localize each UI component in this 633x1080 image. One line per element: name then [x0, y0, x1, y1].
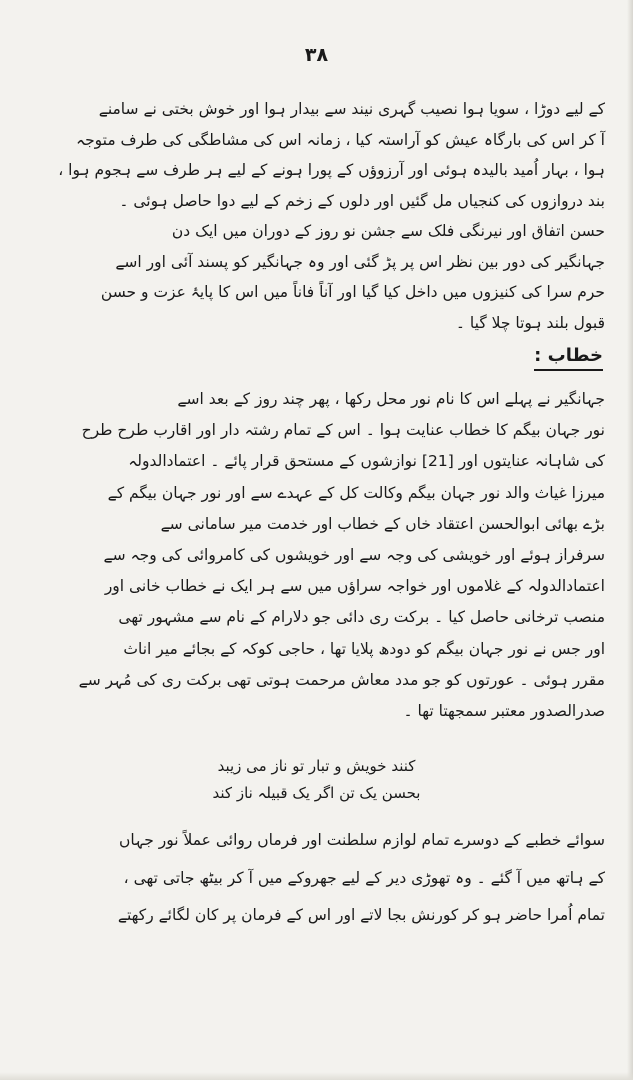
text-line: آ کر اس کی بارگاہ عیش کو آراستہ کیا ، زمانہ اس کی مشاطگی کی طرف متوجہ [75, 130, 605, 149]
text-line: حسن اتفاق اور نیرنگی فلک سے جشن نو روز کے دوران میں ایک دن [171, 222, 605, 240]
paragraph-1 [50, 94, 605, 216]
text-line: اور جس نے نور جہان بیگم کو دودھ پلایا تھا ، حاجی کوکہ کے بجائے میر اناث [123, 639, 605, 658]
text-line: سرفراز ہوئے اور خویشی کی وجہ سے اور خویشوں کی کامروائی کی وجہ سے [103, 546, 605, 565]
text-line: کی شاہانہ عنایتوں اور [21] نوازشوں کے مستحق قرار پائے ۔ اعتمادالدولہ [128, 452, 605, 471]
page-number: ۳۸ [304, 44, 329, 66]
text-line: تمام اُمرا حاضر ہو کر کورنش بجا لاتے اور اس کے فرمان پر کان لگائے رکھتے [117, 906, 605, 925]
text-line: کے ہاتھ میں آ گئے ۔ وہ تھوڑی دیر کے لیے جھروکے میں آ کر بیٹھ جاتی تھی ، [123, 868, 605, 887]
text-line: جہانگیر نے پہلے اس کا نام نور محل رکھا ، پھر چند روز کے بعد اسے [177, 390, 605, 408]
page-bottom-shadow [0, 1072, 633, 1080]
text-line: صدرالصدور معتبر سمجھتا تھا ۔ [403, 702, 605, 721]
text-line: سوائے خطبے کے دوسرے تمام لوازم سلطنت اور فرماں روائی عملاً نور جہاں [119, 831, 605, 849]
text-line: کے لیے دوڑا ، سویا ہوا نصیب گہری نیند سے بیدار ہوا اور خوش بختی نے سامنے [98, 100, 605, 118]
paragraph-3 [50, 384, 605, 727]
section-heading: خطاب : [534, 344, 603, 371]
paragraph-4 [50, 822, 605, 935]
text-line: مقرر ہوئی ۔ عورتوں کو جو مدد معاش مرحمت ہوتی تھی برکت ری کی مُہر سے [78, 670, 605, 689]
text-line: نور جہان بیگم کا خطاب عنایت ہوا ۔ اس کے تمام رشتہ دار اور اقارب طرح طرح [81, 421, 605, 440]
paragraph-2 [50, 216, 605, 338]
text-line: بڑے بھائی ابوالحسن اعتقاد خاں کے خطاب اور خدمت میر سامانی سے [160, 514, 605, 533]
verse-line-1: کنند خویش و تبار تو ناز می زیبد [217, 757, 416, 775]
text-line: میرزا غیاث والد نور جہان بیگم وکالت کل کے عہدے سے اور نور جہان بیگم کے [107, 483, 605, 502]
text-line: منصب ترخانی حاصل کیا ۔ برکت ری دائی جو دلارام کے نام سے مشہور تھی [118, 608, 605, 627]
text-line: اعتمادالدولہ کے غلاموں اور خواجہ سراؤں میں سے ہر ایک نے خطاب خانی اور [104, 577, 605, 596]
page-edge-shadow [627, 0, 633, 1080]
text-line: حرم سرا کی کنیزوں میں داخل کیا گیا اور آناً فاناً میں اس کا پایۂ عزت و حسن [100, 283, 605, 301]
text-line: جہانگیر کی دور بین نظر اس پر پڑ گئی اور وہ جہانگیر کو پسند آئی اور اسے [115, 252, 605, 271]
text-line: بند دروازوں کی کنجیاں مل گئیں اور دلوں کے زخم کے لیے دوا حاصل ہوئی ۔ [119, 191, 605, 210]
text-line: ہوا ، بہار اُمید بالیدہ ہوئی اور آرزوؤں کے پورا ہونے کے لیے ہر طرف سے ہجوم ہوا ، [58, 161, 605, 179]
verse-line-2: بحسن یک تن اگر یک قبیلہ ناز کند [212, 784, 421, 802]
text-line: قبول بلند ہوتا چلا گیا ۔ [455, 313, 605, 332]
